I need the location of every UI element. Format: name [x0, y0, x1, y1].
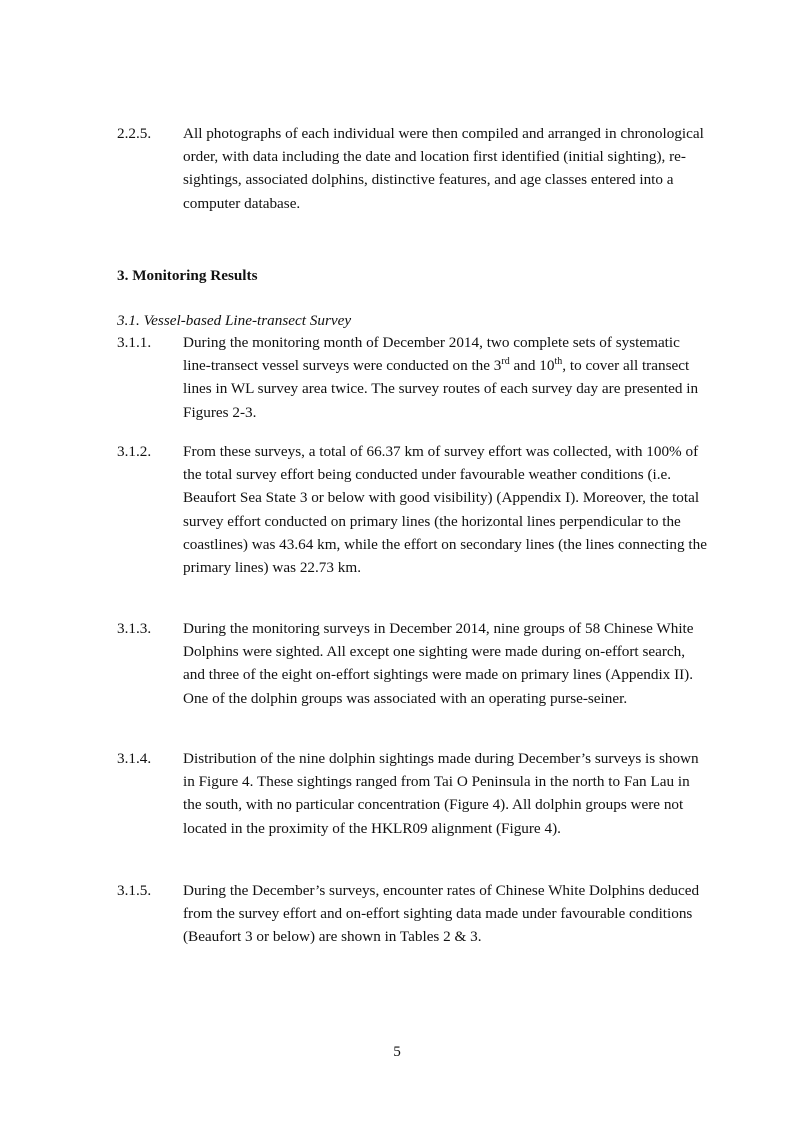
- paragraph-3-1-5: [117, 879, 707, 949]
- paragraph-number: 3.1.4.: [117, 750, 152, 767]
- paragraph-number: 3.1.5.: [117, 882, 152, 899]
- subsection-heading-vessel-survey: 3.1. Vessel-based Line-transect Survey: [117, 312, 352, 329]
- page-number: 5: [393, 1043, 401, 1060]
- paragraph-number: 3.1.1.: [117, 334, 152, 351]
- paragraph-text: [183, 331, 707, 424]
- paragraph-2-2-5: [117, 122, 707, 215]
- paragraph-3-1-4: [117, 747, 707, 840]
- text-segment: and 10: [509, 357, 555, 375]
- superscript: th: [554, 356, 563, 368]
- paragraph-text: During the monitoring surveys in December 2014, nine groups of 58 Chinese White Dolphins were sighted. All except one sighting were made during on-effort search, and three of the eight on-effort sightings were made on primary lines (Appendix II). One of the dolphin groups was associated with an operating purse-seiner.: [183, 620, 694, 707]
- paragraph-text: All photographs of each individual were then compiled and arranged in chronological order, with data including the date and location first identified (initial sighting), re-sightings, associated dolphins, distinctive features, and age classes entered into a computer database.: [183, 125, 704, 212]
- paragraph-3-1-2: [117, 440, 707, 579]
- section-heading-monitoring-results: 3. Monitoring Results: [117, 267, 258, 284]
- paragraph-number: 3.1.2.: [117, 443, 152, 460]
- paragraph-3-1-3: [117, 617, 707, 710]
- text-segment: During the monitoring month of December 2014, two complete sets of systematic line-transect vessel surveys were conducted on the 3: [183, 334, 680, 375]
- paragraph-number: 3.1.3.: [117, 620, 152, 637]
- paragraph-number: 2.2.5.: [117, 125, 152, 142]
- paragraph-text: During the December’s surveys, encounter rates of Chinese White Dolphins deduced from the survey effort and on-effort sighting data made under favourable conditions (Beaufort 3 or below) are shown in Tables 2 & 3.: [183, 882, 700, 946]
- superscript: rd: [501, 356, 510, 368]
- paragraph-text: From these surveys, a total of 66.37 km of survey effort was collected, with 100% of the total survey effort being conducted under favourable weather conditions (i.e. Beaufort Sea State 3 or below with good visibility) (Appendix I). Moreover, the total survey effort conducted on primary lines (the horizontal lines perpendicular to the coastlines) was 43.64 km, while the effort on secondary lines (the lines connecting the primary lines) was 22.73 km.: [183, 443, 707, 577]
- paragraph-text: Distribution of the nine dolphin sightings made during December’s surveys is shown in Figure 4. These sightings ranged from Tai O Peninsula in the north to Fan Lau in the south, with no particular concentration (Figure 4). All dolphin groups were not located in the proximity of the HKLR09 alignment (Figure 4).: [183, 750, 699, 837]
- paragraph-3-1-1: [117, 331, 707, 424]
- text-segment: , to cover all transect lines in WL survey area twice. The survey routes of each survey day are presented in Figures 2-3.: [183, 357, 699, 421]
